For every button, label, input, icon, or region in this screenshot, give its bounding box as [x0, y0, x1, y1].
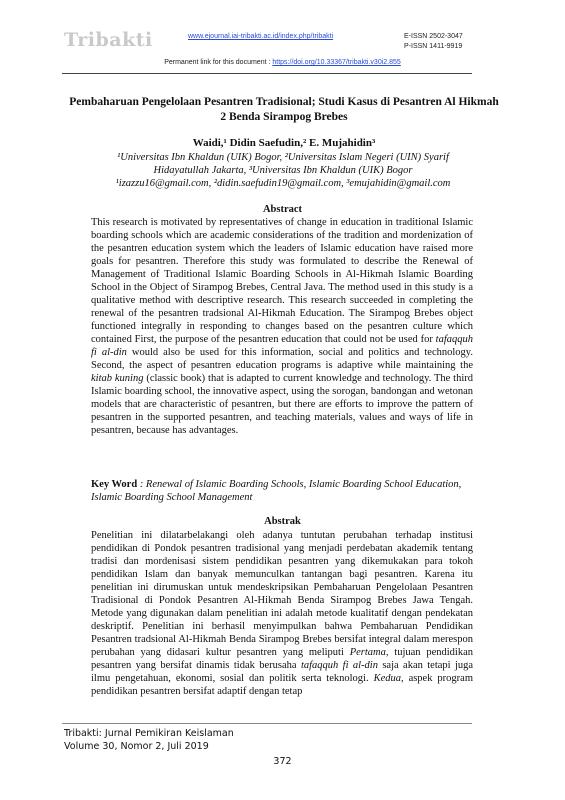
journal-logo: Tribakti	[64, 29, 153, 51]
abstract-heading: Abstract	[262, 204, 303, 215]
permalink-line	[0, 59, 565, 66]
footer-journal-name: Tribakti: Jurnal Pemikiran Keislaman	[64, 728, 234, 739]
keywords-label: Key Word	[91, 479, 138, 490]
abstrak-heading: Abstrak	[264, 516, 301, 527]
issn-block	[404, 32, 463, 52]
keywords	[91, 478, 473, 504]
keywords-text: : Renewal of Islamic Boarding Schools, Islamic Boarding School Education, Islamic Boarding School Management	[91, 479, 462, 503]
pissn: P-ISSN 1411-9919	[404, 43, 463, 50]
eissn: E-ISSN 2502-3047	[404, 33, 463, 40]
footer-volume: Volume 30, Nomor 2, Juli 2019	[64, 741, 209, 752]
abstract-english: This research is motivated by representatives of change in education in traditional Islamic boarding schools which are academic considerations of the tradition and mordenization of the pesantren education system which the leaders of Islamic education have raised more goals for pesantren. Therefore this study was formulated to describe the Renewal of Management of Traditional Islamic Boarding Schools in Al-Hikmah Islamic Boarding School in the Object of Sirampog Brebes, Central Java. The method used in this study is a qualitative method with descriptive research. This research succeeded in completing the renewal of the pesantren tradsional Al-Hikmah Education. The Sirampog Brebes object functioned integrally in responding to changes based on the pesantren culture which contained First, the purpose of the pesantren education that could not be used for tafaqquh fi al-din would also be used for this information, social and politics and technology. Second, the aspect of pesantren education programs is adaptive while maintaining the kitab kuning (classic book) that is adapted to current knowledge and technology. The third Islamic boarding school, the innovative aspect, using the sorogan, bandongan and wetonan models that are characteristic of pesantren, but there are efforts to improve the pattern of pesantren in the supported pesantren, and teaching materials, values and ways of life in pesantren, because has advantages.	[91, 217, 473, 436]
page-number: 372	[273, 756, 292, 767]
email-line: ¹izazzu16@gmail.com, ²didin.saefudin19@gmail.com, ³emujahidin@gmail.com	[115, 178, 451, 189]
permalink-label: Permanent link for this document :	[164, 59, 273, 66]
footer-journal-info	[64, 727, 234, 753]
affiliation-line: ¹Universitas Ibn Khaldun (UIK) Bogor, ²Universitas Islam Negeri (UIN) Syarif	[117, 152, 449, 163]
author-affiliations	[78, 151, 488, 190]
journal-url-link[interactable]: www.ejournal.iai-tribakti.ac.id/index.php/tribakti	[188, 33, 334, 40]
doi-link[interactable]: https://doi.org/10.33367/tribakti.v30i2.855	[272, 59, 401, 66]
article-authors: Waidi,¹ Didin Saefudin,² E. Mujahidin³	[192, 137, 376, 149]
affiliation-line: Hidayatullah Jakarta, ³Universitas Ibn Khaldun (UIK) Bogor	[153, 165, 413, 176]
footer-divider	[62, 723, 472, 724]
article-title: Pembaharuan Pengelolaan Pesantren Tradisional; Studi Kasus di Pesantren Al Hikmah 2 Benda Sirampog Brebes	[69, 96, 499, 123]
header-divider	[62, 73, 472, 74]
abstrak-indonesian: Penelitian ini dilatarbelakangi oleh adanya tuntutan perubahan terhadap institusi pendidikan di Pondok pesantren tradisional yang menjadi perdebatan akademik tentang tradisi dan mordenisasi sistem pendidikan pesantren yang dikemukakan para tokoh pendidikan Islam dan banyak memunculkan tantangan bagi pesantren. Karena itu penelitian ini dirumuskan untuk mendeskripsikan Pembaharuan Pengelolaan Pesantren Tradisional di Pondok Pesantren Al-Hikmah Benda Sirampog Brebes Jawa Tengah. Metode yang digunakan dalam penelitian ini adalah metode kualitatif dengan pendekatan deskriptif. Penelitian ini berhasil menyimpulkan bahwa Pembaharuan Pendidikan Pesantren tradsional Al-Hikmah Benda Sirampog Brebes bersifat integral dalam merespon perubahan yang didasari kultur pesantren yang meliputi Pertama, tujuan pendidikan pesantren yang bersifat dinamis tidak berusaha tafaqquh fi al-din saja akan tetapi juga ilmu pengetahuan, ekonomi, sosial dan politik serta teknologi. Kedua, aspek program pendidikan pesantren bersifat adaptif dengan tetap	[91, 530, 474, 697]
